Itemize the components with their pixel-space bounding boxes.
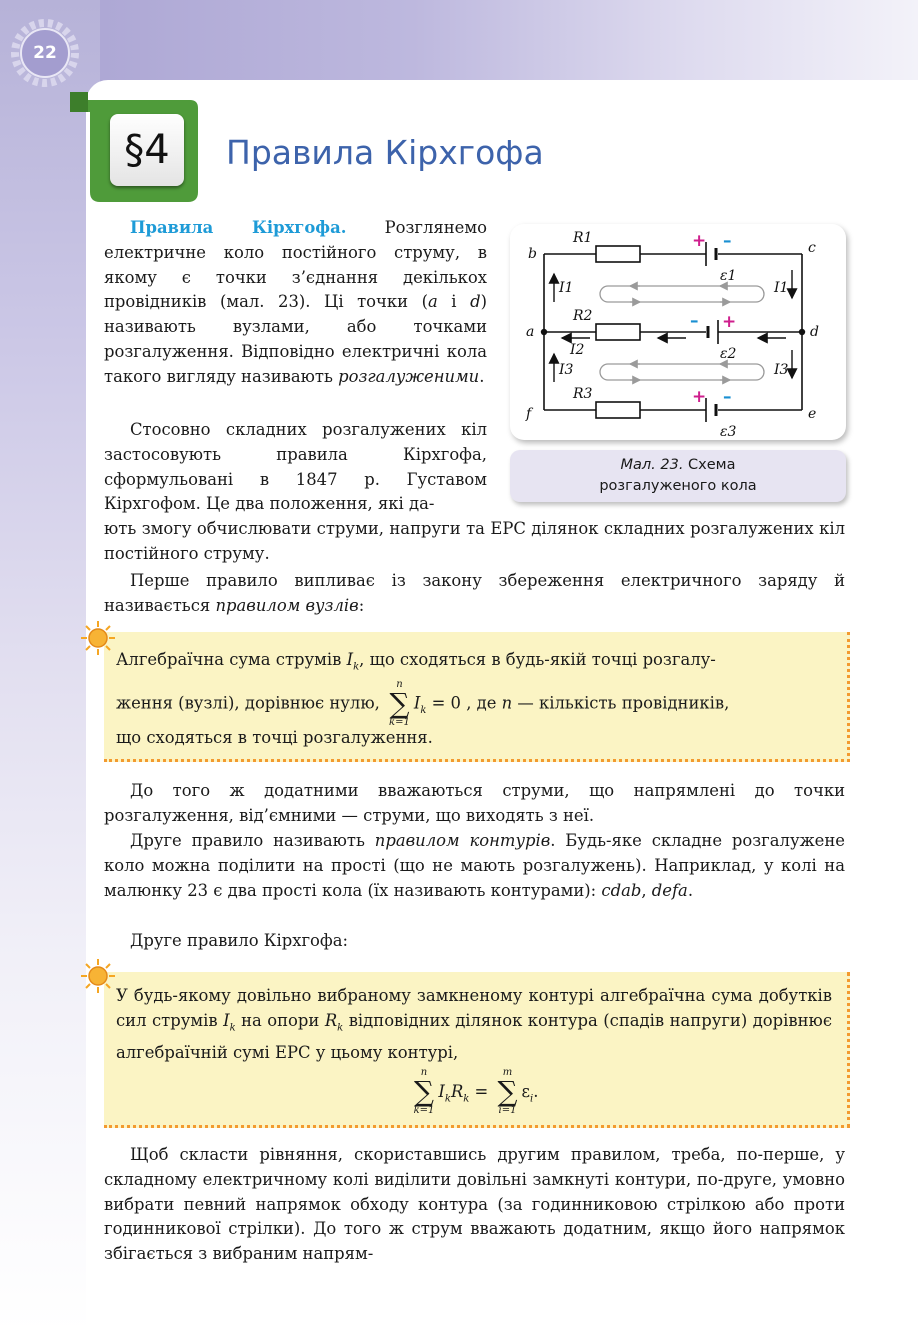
node-a-label: a (526, 324, 535, 340)
minus-sign: – (723, 387, 732, 407)
caption-label: Мал. 23. (620, 457, 684, 473)
rule2-current-symbol: I (223, 1010, 230, 1030)
intro-text-end: . (479, 366, 485, 386)
plus-sign: + (722, 312, 737, 332)
resistor-r3 (596, 402, 640, 418)
rule1-line-2 (116, 679, 832, 729)
rule2-text (116, 984, 832, 1066)
sum-upper-limit: n (396, 679, 403, 691)
rule2-index-k-2: k (337, 1022, 344, 1034)
sign-convention-paragraph: До того ж додатними вважаються струми, що напрямлені до точки розгалуження, від’ємними — струми, що виходять з неї. (104, 781, 845, 825)
index-k: k (353, 661, 360, 673)
node-rule-box (104, 632, 850, 762)
loop-cdab-ref: cdab (601, 880, 642, 900)
node-a-ref: a (427, 292, 438, 312)
loop-cdab-path (600, 286, 764, 302)
resistor-r2 (596, 324, 640, 340)
formula-resistance: R (450, 1081, 464, 1101)
formula-period: . (533, 1081, 539, 1101)
first-rule-intro-end: : (358, 595, 365, 615)
sun-icon (80, 620, 116, 656)
resistor-r3-label: R3 (573, 386, 593, 402)
rule1-line-1 (116, 648, 832, 680)
emf-source-3 (706, 398, 716, 422)
emf-2-label: ε2 (720, 346, 737, 362)
kirchhoff-history-continuation (104, 517, 845, 567)
header-background (0, 0, 918, 90)
loop-rule-text: Друге правило називають (130, 831, 375, 850)
first-rule-intro-text: Перше правило випливає із закону збереження електричного заряду й називається (104, 571, 845, 615)
kirchhoff-history-paragraph (104, 418, 487, 517)
formula-index-i: i (530, 1092, 534, 1104)
rule1-text-b: , що сходяться в будь-якій точці розгалу- (359, 650, 716, 669)
resistor-r2-label: R2 (573, 308, 593, 324)
intro-text-2: ) називають вузлами, або точками розгалуження. Відповідно електричні кола такого вигляду називають (104, 292, 487, 386)
rule1-line-3: що сходяться в точці розгалуження. (116, 728, 433, 748)
resistor-r1 (596, 246, 640, 262)
current-i1-left-label: I1 (559, 280, 574, 296)
rule1-text-2: ження (вузлі), дорівнює нулю, (116, 693, 386, 713)
loop-defa-ref: defa (651, 880, 688, 900)
history-text-wide: ють змогу обчислювати струми, напруги та ЕРС ділянок складних розгалужених кіл постійного струму. (104, 519, 845, 563)
plus-sign: + (692, 231, 707, 251)
formula-index-k: k (444, 1092, 451, 1104)
intro-text: Розглянемо електричне коло постійного струму, в якому є точки з’єднання декількох провідників (мал. 23). Ці точки ( (104, 218, 487, 312)
loop-rule-end: . (687, 880, 694, 900)
formula-emf: ε (521, 1081, 530, 1101)
node-c-label: c (808, 240, 816, 256)
minus-sign: – (690, 311, 699, 331)
plus-sign: + (692, 387, 707, 407)
sum-left-upper-limit: n (420, 1067, 428, 1079)
sum-index-k: k (420, 704, 427, 716)
node-f-label: f (526, 406, 532, 422)
sum-left-lower-limit: k=1 (413, 1105, 435, 1117)
node-d-dot (799, 329, 805, 335)
variable-n: n (501, 693, 513, 713)
emf-1-label: ε1 (720, 268, 737, 284)
emf-source-1 (706, 242, 716, 266)
node-a-dot (541, 329, 547, 335)
node-d-ref: d (470, 292, 481, 312)
figure-23 (510, 224, 846, 502)
node-e-label: e (808, 406, 817, 422)
rule2-text-b: на опори (235, 1010, 325, 1030)
rule2-text-c: відповідних ділянок контура (спадів напруги) дорівнює алгебраїчній сумі ЕРС у цьому контурі, (116, 1010, 833, 1062)
intro-paragraph (104, 216, 487, 390)
node-rule-term: правилом вузлів (215, 595, 359, 615)
loop-comma: , (641, 880, 652, 900)
rule2-resistance-symbol: R (324, 1010, 338, 1030)
resistor-r1-label: R1 (573, 230, 593, 246)
emf-3-label: ε3 (720, 424, 737, 440)
sum-current-symbol: I (413, 693, 421, 713)
sum-symbol: n ∑ k=1 (389, 679, 410, 729)
intro-text-and: і (437, 292, 471, 312)
page-number: 22 (33, 43, 57, 63)
sun-icon (80, 958, 116, 994)
current-symbol: I (346, 650, 354, 669)
loop-rule-box (104, 972, 850, 1128)
rule1-text-3: — кількість провідників, (512, 693, 730, 713)
current-i2-label: I2 (570, 342, 585, 358)
node-d-label: d (810, 324, 819, 340)
minus-sign: – (723, 231, 732, 251)
equation-procedure-paragraph: Щоб скласти рівняння, скориставшись другим правилом, треба, по-перше, у складному електричному колі виділити довільні замкнуті контури, по-друге, умовно вибрати певний напрямок обходу контура (за годинниковою стрілкою або проти годинникової стрілки). До того ж струм вважають додатним, якщо його напрямок збігається з вибраним напрям- (104, 1145, 845, 1264)
formula-equals: = (469, 1081, 494, 1101)
intro-italic-term: розгалуженими (338, 366, 480, 386)
formula-index-k-2: k (463, 1092, 470, 1104)
branched-circuit-diagram (510, 224, 846, 440)
second-rule-heading: Друге правило Кірхгофа: (130, 931, 349, 950)
sum-right-upper-limit: m (502, 1067, 513, 1079)
rule1-text-where: , де (460, 693, 502, 713)
sum-lower-limit: k=1 (389, 717, 410, 729)
loop-rule-term: правилом контурів (374, 831, 551, 850)
rule2-text-a: У будь-якому довільно вибраному замкненому контурі алгебраїчна сума добутків сил струмів (116, 986, 832, 1030)
current-i3-left-label: I3 (559, 362, 574, 378)
loop-rule-formula (116, 1066, 832, 1122)
current-i1-right-label: I1 (774, 280, 789, 296)
rule1-text: Алгебраїчна сума струмів (116, 650, 347, 669)
sum-symbol-left: n ∑ k=1 (413, 1067, 435, 1117)
sum-symbol-right: m ∑ i=1 (497, 1067, 518, 1117)
intro-term: Правила Кірхгофа. (130, 218, 347, 237)
caption-text-2: розгалуженого кола (599, 478, 757, 494)
loop-defa-path (600, 364, 764, 380)
section-number: §4 (110, 114, 184, 186)
page-title: Правила Кірхгофа (226, 133, 544, 172)
loop-rule-intro-paragraph (104, 829, 845, 903)
loop-rule-text-2: . Будь-яке складне розгалужене коло можна поділити на прості (що не мають розгалужень). Наприклад, у колі на малюнку 23 є два прості кола (їх називають контурами): (104, 831, 845, 900)
node-b-label: b (528, 246, 537, 262)
sum-equals-zero: = 0 (426, 693, 461, 713)
first-rule-intro (104, 569, 845, 619)
current-i3-right-label: I3 (774, 362, 789, 378)
rule2-index-k: k (229, 1022, 236, 1034)
figure-caption (510, 450, 846, 502)
formula-current: I (438, 1081, 445, 1101)
history-text-narrow: Стосовно складних розгалужених кіл застосовують правила Кірхгофа, сформульовані в 1847 р. Густавом Кірхгофом. Це два положення, які да- (104, 420, 487, 514)
caption-text-1: Схема (683, 457, 736, 473)
sum-right-lower-limit: i=1 (498, 1105, 517, 1117)
emf-source-2 (708, 320, 718, 344)
